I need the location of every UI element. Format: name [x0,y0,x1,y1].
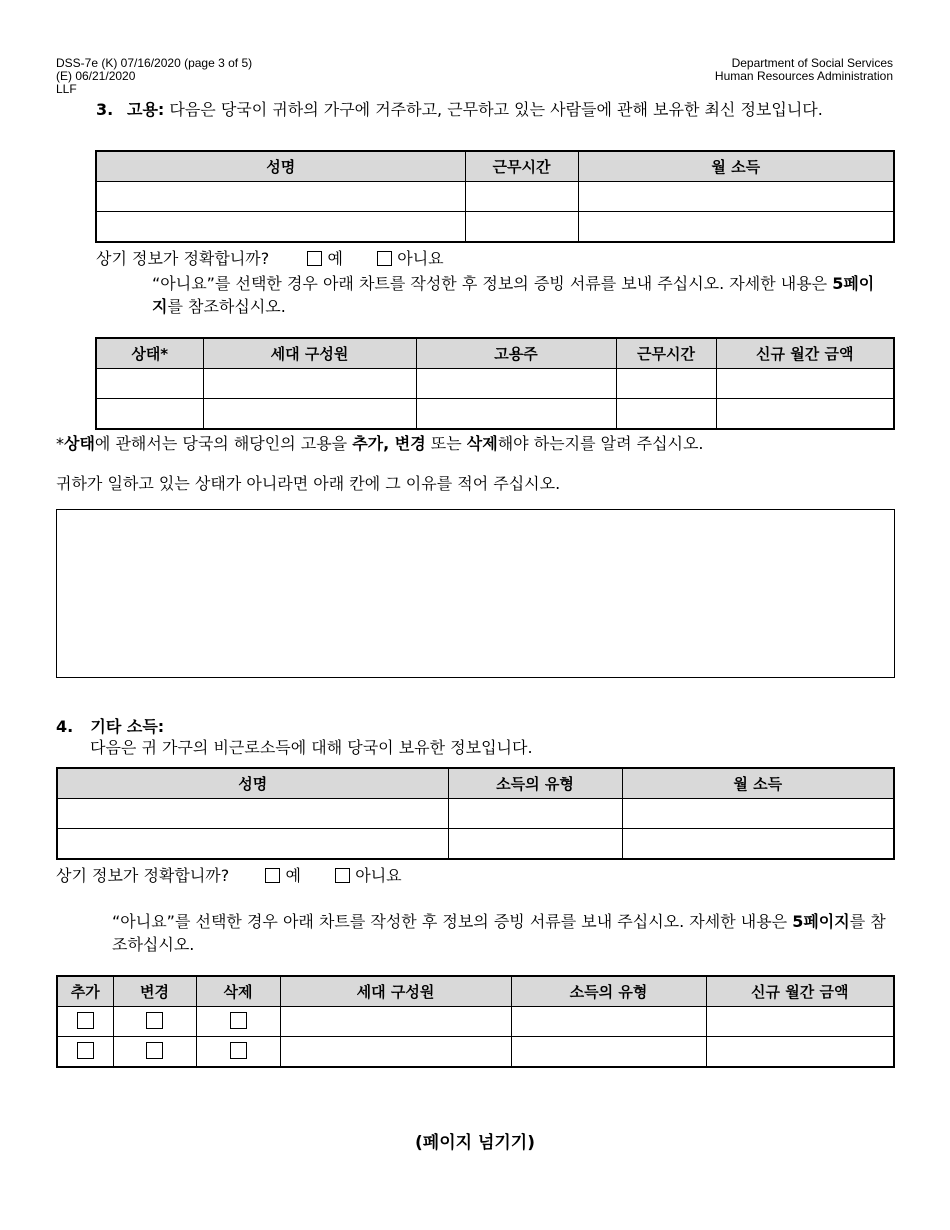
section4-accuracy-question [56,864,402,887]
col-income-type: 소득의 유형 [448,768,622,799]
section4-instructions: “아니요”를 선택한 경우 아래 차트를 작성한 후 정보의 증빙 서류를 보내 주십시오. 자세한 내용은 5페이지를 참조하십시오. [112,912,886,954]
section3-instructions: “아니요”를 선택한 경우 아래 차트를 작성한 후 정보의 증빙 서류를 보내 주십시오. 자세한 내용은 5페이지를 참조하십시오. [152,274,875,316]
table-row [96,399,894,430]
employment-changes-table [95,337,895,430]
col-hours: 근무시간 [465,151,578,182]
employment-current-table [95,150,895,243]
not-working-reason-box[interactable] [56,509,895,678]
section3-title: 고용: [127,100,165,119]
col-new-monthly-amount: 신규 월간 금액 [716,338,894,369]
section4-number: 4. [56,717,74,736]
other-income-table [56,767,895,860]
section3-intro: 다음은 당국이 귀하의 가구에 거주하고, 근무하고 있는 사람들에 관해 보유한 최신 정보입니다. [164,100,823,119]
no-checkbox[interactable] [377,251,392,266]
no-label: 아니요 [397,249,444,268]
yes-checkbox[interactable] [307,251,322,266]
col-household-member: 세대 구성원 [280,976,511,1007]
agency-block [715,57,893,83]
col-delete: 삭제 [196,976,280,1007]
form-id: DSS-7e (K) 07/16/2020 (page 3 of 5) [56,56,253,70]
agency-administration: Human Resources Administration [714,69,893,83]
col-name: 성명 [57,768,448,799]
col-monthly-income: 월 소득 [622,768,894,799]
table-row [57,1007,894,1037]
form-id-block [56,57,252,96]
add-checkbox[interactable] [77,1012,94,1029]
change-checkbox[interactable] [146,1012,163,1029]
col-hours: 근무시간 [616,338,716,369]
question-text: 상기 정보가 정확합니까? [56,866,230,885]
col-new-monthly-amount: 신규 월간 금액 [706,976,894,1007]
col-household-member: 세대 구성원 [203,338,416,369]
delete-checkbox[interactable] [230,1042,247,1059]
section4-title: 기타 소득: [90,717,165,736]
section4-intro: 다음은 귀 가구의 비근로소득에 대해 당국이 보유한 정보입니다. [90,738,533,757]
page-turn-footer: (페이지 넘기기) [415,1133,535,1153]
yes-label: 예 [327,249,343,268]
question-text: 상기 정보가 정확합니까? [96,249,270,268]
table-row [96,212,894,243]
section3-heading [96,98,881,121]
yes-checkbox[interactable] [265,868,280,883]
table-row [57,1037,894,1068]
change-checkbox[interactable] [146,1042,163,1059]
form-english-date: (E) 06/21/2020 [56,69,136,83]
not-working-prompt: 귀하가 일하고 있는 상태가 아니라면 아래 칸에 그 이유를 적어 주십시오. [56,474,561,493]
col-change: 변경 [113,976,196,1007]
col-status: 상태* [96,338,203,369]
section3-accuracy-question [96,247,444,270]
table-row [96,369,894,399]
col-income-type: 소득의 유형 [511,976,706,1007]
no-checkbox[interactable] [335,868,350,883]
section3-number: 3. [96,100,114,119]
yes-label: 예 [285,866,301,885]
table-row [57,799,894,829]
section4-heading [56,715,164,738]
col-name: 성명 [96,151,465,182]
table-row [57,829,894,860]
col-add: 추가 [57,976,113,1007]
agency-department: Department of Social Services [731,56,893,70]
status-note: *상태에 관해서는 당국의 해당인의 고용을 추가, 변경 또는 삭제해야 하는지를 알려 주십시오. [56,434,704,453]
delete-checkbox[interactable] [230,1012,247,1029]
col-employer: 고용주 [416,338,616,369]
col-monthly-income: 월 소득 [578,151,894,182]
add-checkbox[interactable] [77,1042,94,1059]
no-label: 아니요 [355,866,402,885]
table-row [96,182,894,212]
form-code: LLF [56,82,77,96]
other-income-changes-table [56,975,895,1068]
